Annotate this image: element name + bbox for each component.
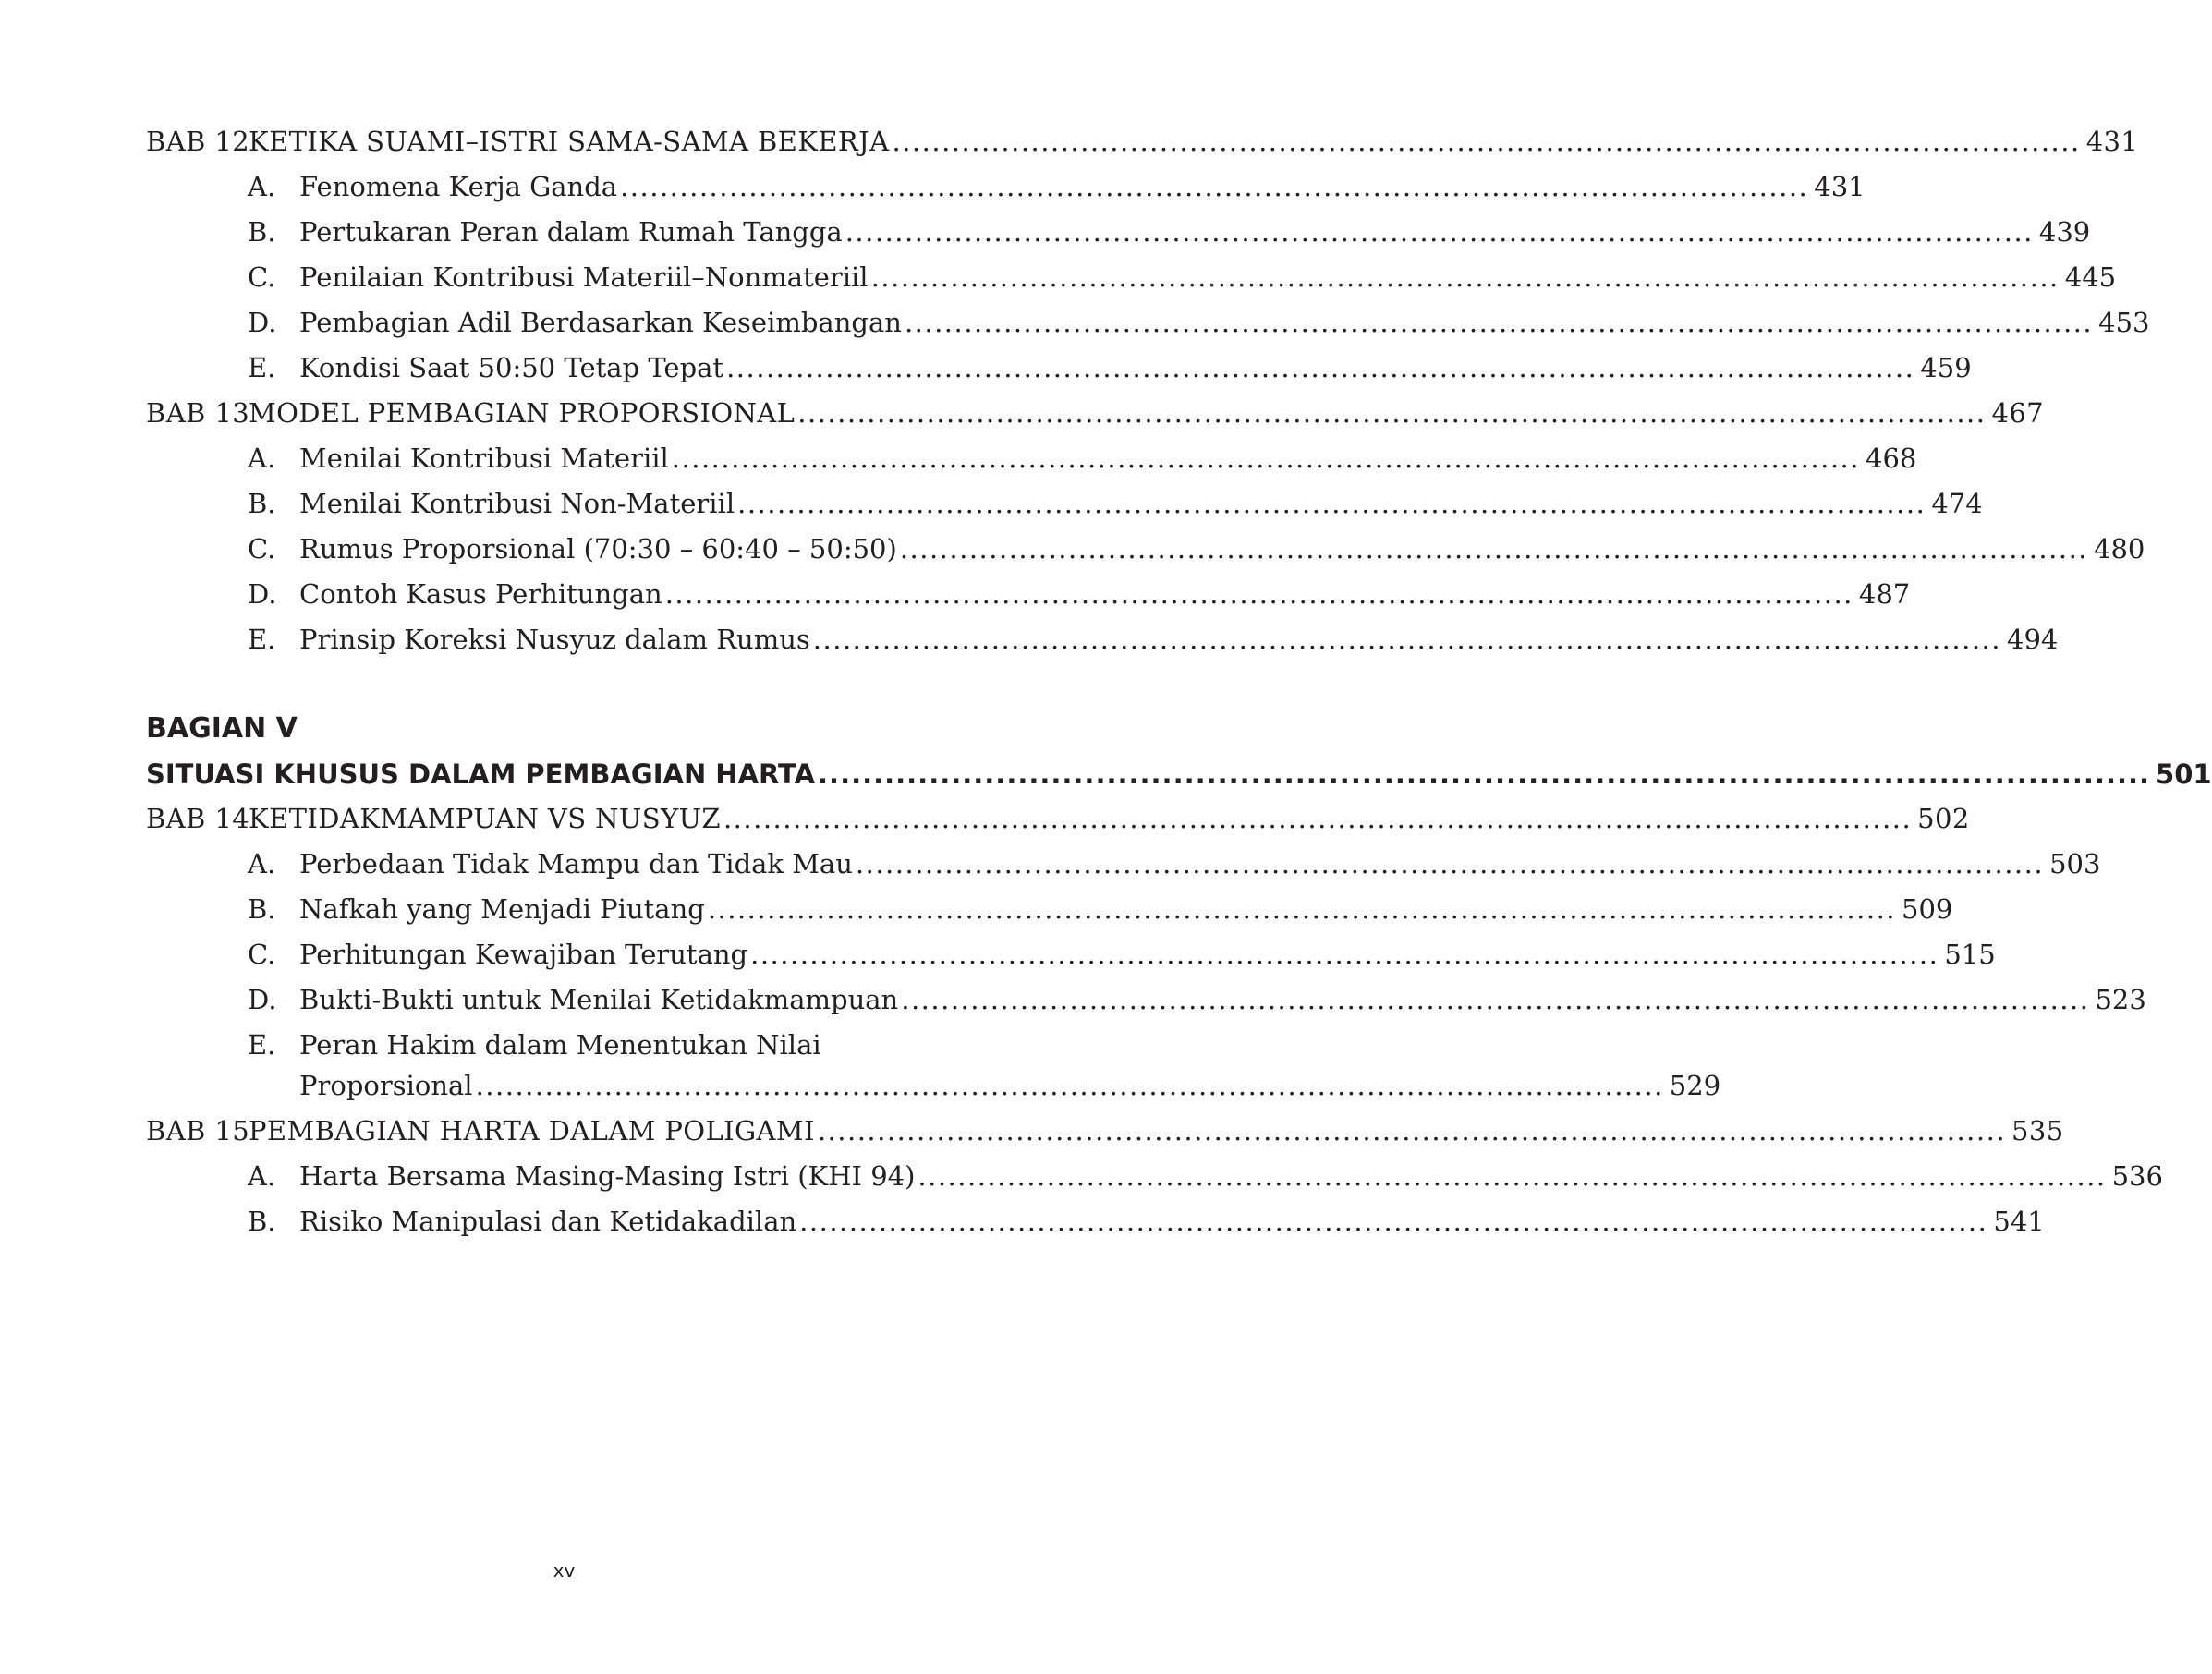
dot-leader: ........................................................................................................................ <box>918 1160 2107 1192</box>
entry-title: Pembagian Adil Berdasarkan Keseimbangan <box>299 307 902 338</box>
toc-part-5[interactable] <box>146 756 2212 793</box>
entry-letter: A. <box>248 443 276 474</box>
toc-entry-12c[interactable] <box>248 259 2117 296</box>
page-number: 431 <box>1814 171 1866 202</box>
page-number: 467 <box>1991 397 2045 429</box>
dot-leader: ........................................................................................................................ <box>671 443 1860 474</box>
dot-leader: ........................................................................................................................ <box>812 624 2001 655</box>
page-number: 431 <box>2085 126 2139 157</box>
entry-letter: B. <box>248 1206 276 1237</box>
dot-leader: ........................................................................................................................ <box>620 171 1809 202</box>
toc-entry-14e-line1[interactable] <box>248 1026 983 1063</box>
chapter-title: PEMBAGIAN HARTA DALAM POLIGAMI <box>249 1115 815 1146</box>
toc-entry-13b[interactable] <box>248 485 1983 522</box>
entry-letter: A. <box>248 848 276 879</box>
entry-title-continued: Proporsional <box>299 1070 473 1101</box>
dot-leader: ........................................................................................................................ <box>817 1115 2007 1146</box>
entry-title: Perhitungan Kewajiban Terutang <box>299 939 748 970</box>
part-label: BAGIAN V <box>146 712 298 745</box>
chapter-title: MODEL PEMBAGIAN PROPORSIONAL <box>249 397 796 429</box>
page-number: 453 <box>2098 307 2150 338</box>
entry-title: Fenomena Kerja Ganda <box>299 171 618 202</box>
chapter-title: KETIDAKMAMPUAN VS NUSYUZ <box>249 803 721 834</box>
entry-letter: A. <box>248 171 276 202</box>
dot-leader: ........................................................................................................................ <box>855 848 2045 879</box>
entry-letter: C. <box>248 939 276 970</box>
entry-letter: B. <box>248 893 276 925</box>
entry-title: Menilai Kontribusi Non-Materiil <box>299 488 735 519</box>
page-folio: xv <box>553 1559 576 1582</box>
dot-leader: ........................................................................................................................ <box>664 578 1853 610</box>
entry-title: Rumus Proporsional (70:30 – 60:40 – 50:50) <box>299 533 897 564</box>
dot-leader: ........................................................................................................................ <box>797 397 1987 429</box>
page-number: 536 <box>2111 1160 2163 1192</box>
dot-leader: ........................................................................................................................ <box>899 533 2089 564</box>
entry-title: Nafkah yang Menjadi Piutang <box>299 893 705 925</box>
chapter-label: BAB 13 <box>146 397 250 429</box>
page-number: 468 <box>1866 443 1917 474</box>
page-number: 439 <box>2038 216 2091 248</box>
dot-leader: ........................................................................................................................ <box>892 126 2081 157</box>
entry-title: Kondisi Saat 50:50 Tetap Tepat <box>299 352 724 383</box>
page-number: 445 <box>2064 261 2117 293</box>
page-number: 509 <box>1902 893 1953 925</box>
page-number: 501 <box>2156 758 2212 790</box>
dot-leader: ........................................................................................................................ <box>904 307 2094 338</box>
chapter-label: BAB 15 <box>146 1115 250 1146</box>
toc-entry-12b[interactable] <box>248 213 2091 250</box>
toc-chapter-12[interactable] <box>146 123 2139 160</box>
toc-entry-15a[interactable] <box>248 1158 2163 1195</box>
toc-entry-14c[interactable] <box>248 936 1996 973</box>
toc-chapter-15[interactable] <box>146 1112 2064 1149</box>
page-number: 474 <box>1931 488 1983 519</box>
toc-entry-13d[interactable] <box>248 576 1911 613</box>
dot-leader: ........................................................................................................................ <box>726 352 1915 383</box>
entry-title: Risiko Manipulasi dan Ketidakadilan <box>299 1206 797 1237</box>
page-number: 487 <box>1858 578 1911 610</box>
dot-leader: ........................................................................................................................ <box>901 984 2090 1015</box>
entry-letter: B. <box>248 488 276 519</box>
entry-title: Prinsip Koreksi Nusyuz dalam Rumus <box>299 624 810 655</box>
toc-entry-15b[interactable] <box>248 1203 2045 1240</box>
toc-entry-12a[interactable] <box>248 168 1866 205</box>
dot-leader: ........................................................................................................................ <box>799 1206 1988 1237</box>
dot-leader: ........................................................................................................................ <box>737 488 1926 519</box>
page-number: 459 <box>1920 352 1972 383</box>
entry-title: Perbedaan Tidak Mampu dan Tidak Mau <box>299 848 853 879</box>
chapter-title: KETIKA SUAMI–ISTRI SAMA-SAMA BEKERJA <box>249 126 890 157</box>
dot-leader: ........................................................................................................................ <box>870 261 2060 293</box>
dot-leader: ........................................................................................................................ <box>723 803 1913 834</box>
dot-leader: ........................................................................................................................ <box>750 939 1939 970</box>
page-number: 503 <box>2049 848 2101 879</box>
entry-letter: A. <box>248 1160 276 1192</box>
page-number: 523 <box>2095 984 2146 1015</box>
toc-chapter-13[interactable] <box>146 394 2045 431</box>
toc-entry-14a[interactable] <box>248 845 2101 882</box>
entry-title: Bukti-Bukti untuk Menilai Ketidakmampuan <box>299 984 899 1015</box>
entry-letter: E. <box>248 352 276 383</box>
entry-letter: E. <box>248 1029 276 1061</box>
entry-letter: D. <box>248 578 277 610</box>
dot-leader: ........................................................................................................................ <box>845 216 2034 248</box>
entry-letter: E. <box>248 624 276 655</box>
toc-chapter-14[interactable] <box>146 800 1970 837</box>
toc-entry-13c[interactable] <box>248 530 2145 567</box>
entry-title: Menilai Kontribusi Materiil <box>299 443 669 474</box>
entry-title: Penilaian Kontribusi Materiil–Nonmateriil <box>299 261 869 293</box>
page-number: 515 <box>1944 939 1996 970</box>
entry-letter: C. <box>248 533 276 564</box>
page-number: 529 <box>1669 1070 1721 1101</box>
toc-entry-12e[interactable] <box>248 349 1972 386</box>
entry-title: Harta Bersama Masing-Masing Istri (KHI 94) <box>299 1160 916 1192</box>
entry-letter: D. <box>248 307 277 338</box>
page-number: 541 <box>1993 1206 2045 1237</box>
part-title: SITUASI KHUSUS DALAM PEMBAGIAN HARTA <box>146 758 816 790</box>
toc-entry-14b[interactable] <box>248 891 1953 928</box>
entry-letter: C. <box>248 261 276 293</box>
dot-leader: ........................................................................................................................ <box>707 893 1897 925</box>
dot-leader: ........................................................................................................................ <box>818 758 2151 790</box>
page-number: 535 <box>2011 1115 2064 1146</box>
entry-letter: D. <box>248 984 277 1015</box>
toc-entry-13e[interactable] <box>248 621 2059 658</box>
entry-letter: B. <box>248 216 276 248</box>
page-number: 494 <box>2007 624 2059 655</box>
page-number: 502 <box>1917 803 1970 834</box>
entry-title: Contoh Kasus Perhitungan <box>299 578 662 610</box>
toc-entry-12d[interactable] <box>248 304 2150 341</box>
chapter-label: BAB 12 <box>146 126 250 157</box>
page-number: 480 <box>2094 533 2145 564</box>
toc-entry-14e-line2[interactable] <box>248 1067 1721 1104</box>
toc-entry-13a[interactable] <box>248 440 1917 477</box>
dot-leader: ........................................................................................................................ <box>475 1070 1664 1101</box>
chapter-label: BAB 14 <box>146 803 250 834</box>
entry-title: Pertukaran Peran dalam Rumah Tangga <box>299 216 843 248</box>
toc-entry-14d[interactable] <box>248 981 2146 1018</box>
entry-title: Peran Hakim dalam Menentukan Nilai <box>299 1029 821 1061</box>
